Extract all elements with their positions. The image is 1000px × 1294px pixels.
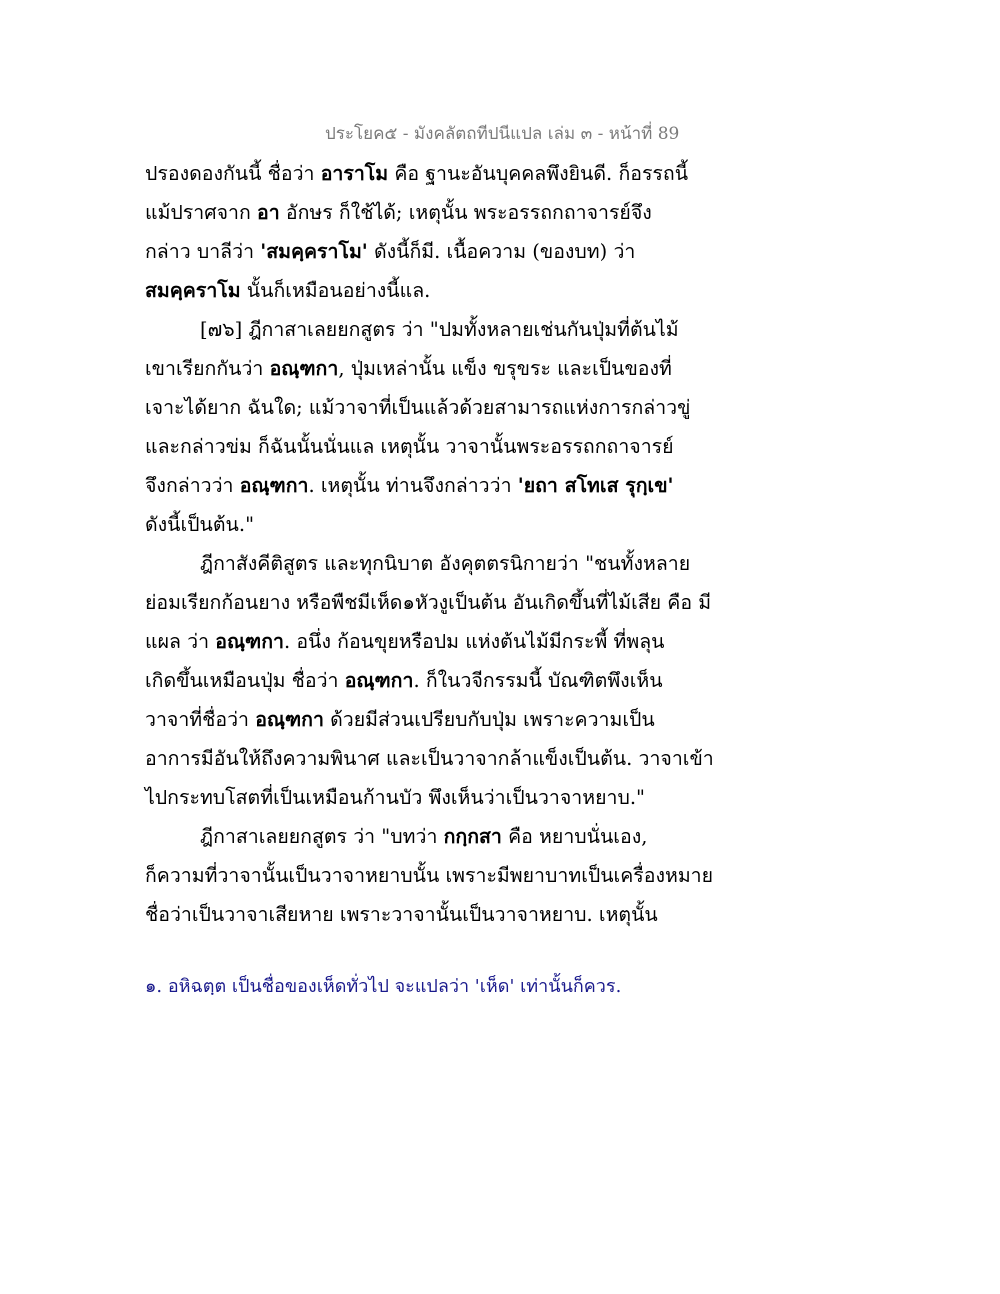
text-line bbox=[145, 232, 705, 271]
text-line bbox=[145, 700, 705, 739]
text-line bbox=[145, 193, 705, 232]
text-segment: ดังนี้เป็นต้น." bbox=[145, 513, 255, 536]
text-segment: ก็ความที่วาจานั้นเป็นวาจาหยาบนั้น เพราะมีพยาบาทเป็นเครื่องหมาย bbox=[145, 864, 714, 887]
text-segment: เจาะได้ยาก ฉันใด; แม้วาจาที่เป็นแล้วด้วยสามารถแห่งการกล่าวขู่ bbox=[145, 396, 691, 419]
text-segment: . ก็ในวจีกรรมนี้ บัณฑิตพึงเห็น bbox=[413, 669, 663, 692]
text-line bbox=[145, 388, 705, 427]
text-segment: คือ ฐานะอันบุคคลพึงยินดี. ก็อรรถนี้ bbox=[388, 162, 689, 185]
text-segment: [๗๖] ฎีกาสาเลยยกสูตร ว่า "ปมทั้งหลายเช่นกันปุ่มที่ต้นไม้ bbox=[200, 318, 679, 341]
text-segment: กล่าว บาลีว่า bbox=[145, 240, 261, 263]
text-line bbox=[145, 778, 705, 817]
text-segment: นั้นก็เหมือนอย่างนี้แล. bbox=[240, 279, 431, 302]
text-segment: อาการมีอันให้ถึงความพินาศ และเป็นวาจากล้าแข็งเป็นต้น. วาจาเข้า bbox=[145, 747, 714, 770]
text-line bbox=[145, 466, 705, 505]
footnote: ๑. อหิฉตฺต เป็นชื่อของเห็ดทั่วไป จะแปลว่า 'เห็ด' เท่านั้นก็ควร. bbox=[145, 976, 622, 997]
text-line bbox=[145, 739, 714, 778]
text-segment: จึงกล่าวว่า bbox=[145, 474, 240, 497]
bold-term: กกฺกสา bbox=[443, 825, 502, 848]
bold-term: 'สมคฺคราโม' bbox=[260, 240, 368, 263]
text-line bbox=[145, 154, 705, 193]
bold-term: อณฺฑกา bbox=[255, 708, 324, 731]
text-segment: เขาเรียกกันว่า bbox=[145, 357, 270, 380]
text-segment: ชื่อว่าเป็นวาจาเสียหาย เพราะวาจานั้นเป็นวาจาหยาบ. เหตุนั้น bbox=[145, 903, 658, 926]
text-segment: คือ หยาบนั่นเอง, bbox=[501, 825, 648, 848]
bold-term: 'ยถา สโทเส รุกฺเข' bbox=[517, 474, 674, 497]
text-line bbox=[145, 856, 714, 895]
bold-term: สมคฺคราโม bbox=[145, 279, 241, 302]
text-line bbox=[145, 817, 705, 856]
bold-term: อณฺฑกา bbox=[239, 474, 309, 497]
body-text bbox=[145, 154, 714, 934]
text-segment: เกิดขึ้นเหมือนปุ่ม ชื่อว่า bbox=[145, 669, 345, 692]
text-line bbox=[145, 427, 705, 466]
text-line bbox=[145, 622, 705, 661]
text-line bbox=[145, 310, 705, 349]
text-line bbox=[145, 505, 705, 544]
text-segment: ดังนี้ก็มี. เนื้อความ (ของบท) ว่า bbox=[367, 240, 636, 263]
text-line bbox=[145, 271, 705, 310]
text-segment: . อนึ่ง ก้อนขุยหรือปม แห่งต้นไม้มีกระพี้ ที่พลุน bbox=[284, 630, 665, 653]
running-header: ประโยค๕ - มังคลัตถทีปนีแปล เล่ม ๓ - หน้าที่ 89 bbox=[325, 124, 680, 144]
text-segment: ย่อมเรียกก้อนยาง หรือพืชมีเห็ด๑หัวงูเป็นต้น อันเกิดขึ้นที่ไม้เสีย คือ มี bbox=[145, 591, 712, 614]
text-segment: ปรองดองกันนี้ ชื่อว่า bbox=[145, 162, 321, 185]
text-segment: ฎีกาสาเลยยกสูตร ว่า "บทว่า bbox=[200, 825, 444, 848]
bold-term: อาราโม bbox=[320, 162, 389, 185]
text-line bbox=[145, 583, 712, 622]
text-segment: ไปกระทบโสตที่เป็นเหมือนก้านบัว พึงเห็นว่าเป็นวาจาหยาบ." bbox=[145, 786, 646, 809]
text-segment: และกล่าวข่ม ก็ฉันนั้นนั่นแล เหตุนั้น วาจานั้นพระอรรถกถาจารย์ bbox=[145, 435, 674, 458]
text-segment: , ปุ่มเหล่านั้น แข็ง ขรุขระ และเป็นของที่ bbox=[338, 357, 672, 380]
text-segment: อักษร ก็ใช้ได้; เหตุนั้น พระอรรถกถาจารย์จึง bbox=[279, 201, 652, 224]
bold-term: อณฺฑกา bbox=[215, 630, 284, 653]
bold-term: อา bbox=[256, 201, 280, 224]
text-segment: ฎีกาสังคีติสูตร และทุกนิบาต อังคุตตรนิกายว่า "ชนทั้งหลาย bbox=[200, 552, 691, 575]
text-line bbox=[145, 661, 705, 700]
bold-term: อณฺฑกา bbox=[269, 357, 339, 380]
bold-term: อณฺฑกา bbox=[344, 669, 414, 692]
text-segment: วาจาที่ชื่อว่า bbox=[145, 708, 256, 731]
text-segment: แม้ปราศจาก bbox=[145, 201, 257, 224]
text-segment: ด้วยมีส่วนเปรียบกับปุ่ม เพราะความเป็น bbox=[323, 708, 655, 731]
text-line bbox=[145, 544, 705, 583]
text-line bbox=[145, 349, 705, 388]
text-segment: . เหตุนั้น ท่านจึงกล่าวว่า bbox=[308, 474, 518, 497]
text-line bbox=[145, 895, 705, 934]
text-segment: แผล ว่า bbox=[145, 630, 216, 653]
